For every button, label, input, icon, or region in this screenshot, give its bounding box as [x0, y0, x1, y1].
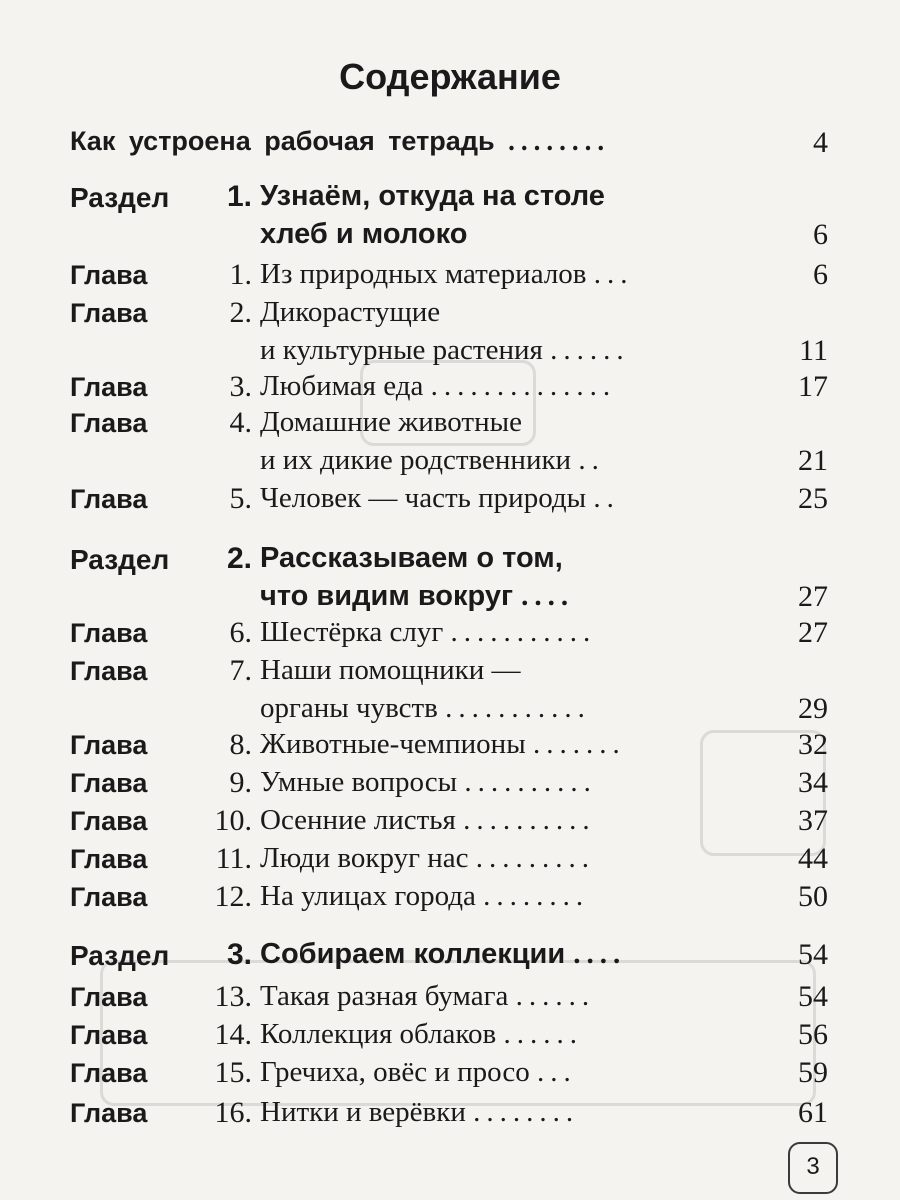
chapter-label: Глава	[70, 882, 148, 912]
entry-number: 16.	[214, 1096, 252, 1129]
chapter-label: Глава	[70, 1098, 148, 1128]
entry-title-line: Животные-чемпионы .......	[260, 728, 626, 760]
leader-dots: ........	[483, 880, 590, 912]
entry-number: 1.	[226, 180, 252, 213]
entry-page-number: 37	[798, 804, 828, 837]
chapter-label: Глава	[70, 1020, 148, 1050]
entry-title-line: Наши помощники —	[260, 654, 521, 686]
chapter-label: Глава	[70, 982, 148, 1012]
entry-number: 10.	[214, 804, 252, 837]
leader-dots: ......	[515, 980, 596, 1012]
entry-title-line: На улицах города ........	[260, 880, 590, 912]
entry-title-line: органы чувств ...........	[260, 692, 591, 724]
entry-number: 4.	[229, 406, 252, 439]
entry-number: 8.	[229, 728, 252, 761]
entry-number: 1.	[229, 258, 252, 291]
toc-intro-row[interactable]	[0, 122, 900, 162]
leader-dots: .........	[475, 842, 595, 874]
leader-dots: ...	[593, 258, 634, 290]
entry-title-line: Умные вопросы ..........	[260, 766, 597, 798]
section-label: Раздел	[70, 182, 170, 213]
contents-title: Содержание	[339, 56, 561, 97]
entry-number: 3.	[229, 370, 252, 403]
entry-page-number: 27	[798, 580, 828, 613]
entry-number: 7.	[229, 654, 252, 687]
chapter-label: Глава	[70, 408, 148, 438]
leader-dots: ..............	[430, 370, 617, 402]
entry-page-number: 21	[798, 444, 828, 477]
entry-page-number: 29	[798, 692, 828, 725]
entry-title-line: Коллекция облаков ......	[260, 1018, 583, 1050]
leader-dots: ....	[521, 580, 575, 612]
entry-page-number: 54	[798, 938, 828, 971]
chapter-label: Глава	[70, 730, 148, 760]
entry-title-line: Из природных материалов ...	[260, 258, 634, 290]
intro-title: Как устроена рабочая тетрадь ........	[70, 126, 611, 156]
entry-page-number: 50	[798, 880, 828, 913]
chapter-label: Глава	[70, 298, 148, 328]
entry-number: 14.	[214, 1018, 252, 1051]
entry-title-line: Человек — часть природы ..	[260, 482, 620, 514]
entry-number: 6.	[229, 616, 252, 649]
entry-page-number: 34	[798, 766, 828, 799]
entry-number: 5.	[229, 482, 252, 515]
entry-page-number: 17	[798, 370, 828, 403]
intro-page-number: 4	[813, 126, 828, 159]
leader-dots: ......	[503, 1018, 583, 1050]
entry-page-number: 32	[798, 728, 828, 761]
entry-title-line: Гречиха, овёс и просо ...	[260, 1056, 577, 1088]
section-label: Раздел	[70, 940, 170, 971]
entry-page-number: 6	[813, 258, 828, 291]
entry-title-line: Осенние листья ..........	[260, 804, 596, 836]
entry-title-line: Рассказываем о том,	[260, 542, 563, 574]
entry-title-line: Собираем коллекции ....	[260, 938, 627, 970]
entry-page-number: 25	[798, 482, 828, 515]
leader-dots: ..........	[463, 804, 596, 836]
leader-dots: ...........	[445, 692, 591, 724]
entry-page-number: 61	[798, 1096, 828, 1129]
entry-title-line: Узнаём, откуда на столе	[260, 180, 605, 212]
chapter-label: Глава	[70, 844, 148, 874]
chapter-label: Глава	[70, 768, 148, 798]
chapter-label: Глава	[70, 1058, 148, 1088]
entry-title-line: Такая разная бумага ......	[260, 980, 596, 1012]
chapter-label: Глава	[70, 484, 148, 514]
entry-page-number: 54	[798, 980, 828, 1013]
leader-dots: ........	[473, 1096, 580, 1128]
section-label: Раздел	[70, 544, 170, 575]
entry-page-number: 6	[813, 218, 828, 251]
entry-title-line: и их дикие родственники ..	[260, 444, 605, 476]
chapter-label: Глава	[70, 618, 148, 648]
entry-title-line: Дикорастущие	[260, 296, 441, 328]
entry-title-line: Домашние животные	[260, 406, 522, 438]
entry-page-number: 27	[798, 616, 828, 649]
chapter-label: Глава	[70, 656, 148, 686]
entry-number: 15.	[214, 1056, 252, 1089]
entry-page-number: 11	[799, 334, 828, 367]
entry-number: 12.	[214, 880, 252, 913]
entry-number: 11.	[215, 842, 252, 875]
entry-number: 13.	[214, 980, 252, 1013]
chapter-label: Глава	[70, 260, 148, 290]
entry-number: 2.	[229, 296, 252, 329]
chapter-label: Глава	[70, 806, 148, 836]
entry-page-number: 44	[798, 842, 828, 875]
leader-dots: ..	[578, 444, 605, 476]
leader-dots: ...........	[450, 616, 597, 648]
leader-dots: ..........	[464, 766, 597, 798]
entry-number: 2.	[226, 542, 252, 575]
leader-dots: .......	[532, 728, 626, 760]
entry-number: 3.	[226, 938, 252, 971]
page-number-badge: 3	[788, 1142, 838, 1194]
chapter-label: Глава	[70, 372, 148, 402]
leader-dots: ....	[573, 938, 627, 970]
leader-dots: ......	[550, 334, 630, 366]
entry-title-line: что видим вокруг ....	[260, 580, 575, 612]
entry-title-line: Шестёрка слуг ...........	[260, 616, 597, 648]
entry-page-number: 56	[798, 1018, 828, 1051]
entry-title-line: Любимая еда ..............	[260, 370, 617, 402]
entry-title-line: и культурные растения ......	[260, 334, 630, 366]
leader-dots: ...	[537, 1056, 577, 1088]
leader-dots: ..	[593, 482, 620, 514]
entry-title-line: Нитки и верёвки ........	[260, 1096, 580, 1128]
entry-page-number: 59	[798, 1056, 828, 1089]
entry-title-line: Люди вокруг нас .........	[260, 842, 595, 874]
entry-number: 9.	[229, 766, 252, 799]
entry-title-line: хлеб и молоко	[260, 218, 468, 250]
